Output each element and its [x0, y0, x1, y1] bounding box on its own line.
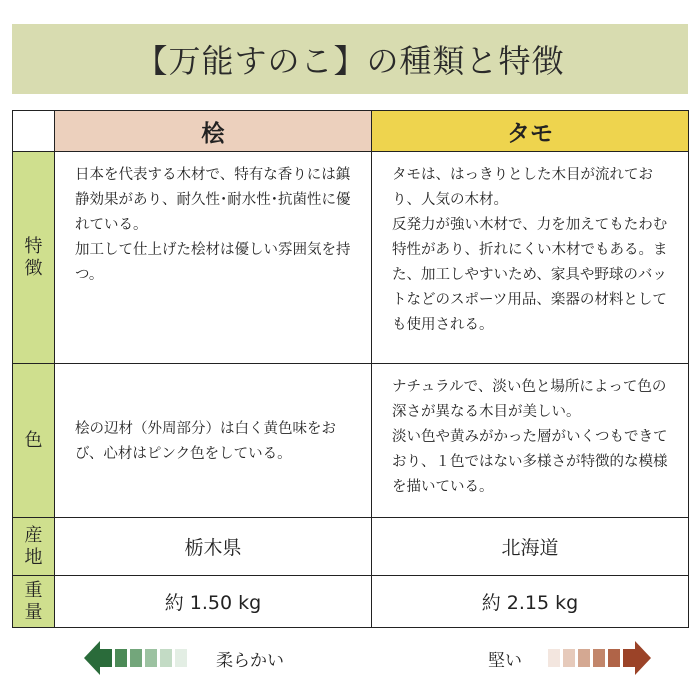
- gradient-segment: [593, 649, 605, 667]
- cell-weight-tamo: 約 2.15 kg: [372, 576, 689, 628]
- gradient-segment: [100, 649, 112, 667]
- hard-scale-indicator: [488, 640, 651, 676]
- gradient-segment: [175, 649, 187, 667]
- row-label-feature: 特徴: [24, 235, 43, 279]
- table-header-row: [13, 111, 689, 152]
- table-row-weight: [13, 576, 689, 628]
- gradient-segment: [160, 649, 172, 667]
- table-row-color: [13, 364, 689, 518]
- row-label-weight: 重量: [24, 579, 43, 623]
- gradient-segment: [548, 649, 560, 667]
- column-header-tamo: タモ: [372, 111, 689, 152]
- color-hinoki-paragraph: 桧の辺材（外周部分）は白く黄色味をおび、心材はピンク色をしている。: [75, 421, 336, 462]
- cell-feature-hinoki: [55, 152, 372, 364]
- feature-hinoki-paragraph: 加工して仕上げた桧材は優しい雰囲気を持つ。: [75, 242, 351, 283]
- row-header-origin: [13, 518, 55, 576]
- row-header-color: [13, 364, 55, 518]
- column-header-hinoki: 桧: [55, 111, 372, 152]
- color-tamo-paragraph: ナチュラルで、淡い色と場所によって色の深さが異なる木目が美しい。: [392, 379, 667, 420]
- cell-feature-tamo: [372, 152, 689, 364]
- row-label-origin: 産地: [24, 524, 43, 568]
- gradient-segment: [130, 649, 142, 667]
- row-label-color: 色: [24, 429, 43, 451]
- color-tamo-paragraph: 淡い色や黄みがかった層がいくつもできており、１色ではない多様さが特徴的な模様を描いている。: [392, 429, 668, 495]
- cell-origin-tamo: 北海道: [372, 518, 689, 576]
- title-banner: [12, 24, 688, 94]
- hard-label: 堅い: [488, 650, 522, 671]
- gradient-segment: [115, 649, 127, 667]
- feature-tamo-paragraph: 反発力が強い木材で、力を加えてもたわむ特性があり、折れにくい木材でもある。また、加工しやすいため、家具や野球のバットなどのスポーツ用品、楽器の材料としても使用される。: [392, 217, 668, 333]
- cell-origin-hinoki: 栃木県: [55, 518, 372, 576]
- comparison-table: [12, 110, 689, 628]
- cell-weight-hinoki: 約 1.50 kg: [55, 576, 372, 628]
- row-header-feature: [13, 152, 55, 364]
- left-arrow-icon: [84, 641, 100, 675]
- table-row-origin: [13, 518, 689, 576]
- gradient-segment: [623, 649, 635, 667]
- header-corner-cell: [13, 111, 55, 152]
- table-row-feature: [13, 152, 689, 364]
- soft-label: 柔らかい: [216, 650, 284, 671]
- cell-color-tamo: [372, 364, 689, 518]
- cell-color-hinoki: [55, 364, 372, 518]
- gradient-segment: [608, 649, 620, 667]
- gradient-segment: [563, 649, 575, 667]
- feature-tamo-paragraph: タモは、はっきりとした木目が流れており、人気の木材。: [392, 167, 653, 208]
- gradient-segment: [578, 649, 590, 667]
- right-arrow-icon: [635, 641, 651, 675]
- row-header-weight: [13, 576, 55, 628]
- soft-scale-indicator: [84, 640, 284, 676]
- gradient-segment: [145, 649, 157, 667]
- page-title: 【万能すのこ】の種類と特徴: [135, 42, 565, 80]
- feature-hinoki-paragraph: 日本を代表する木材で、特有な香りには鎮静効果があり、耐久性･耐水性･抗菌性に優れている。: [75, 167, 351, 233]
